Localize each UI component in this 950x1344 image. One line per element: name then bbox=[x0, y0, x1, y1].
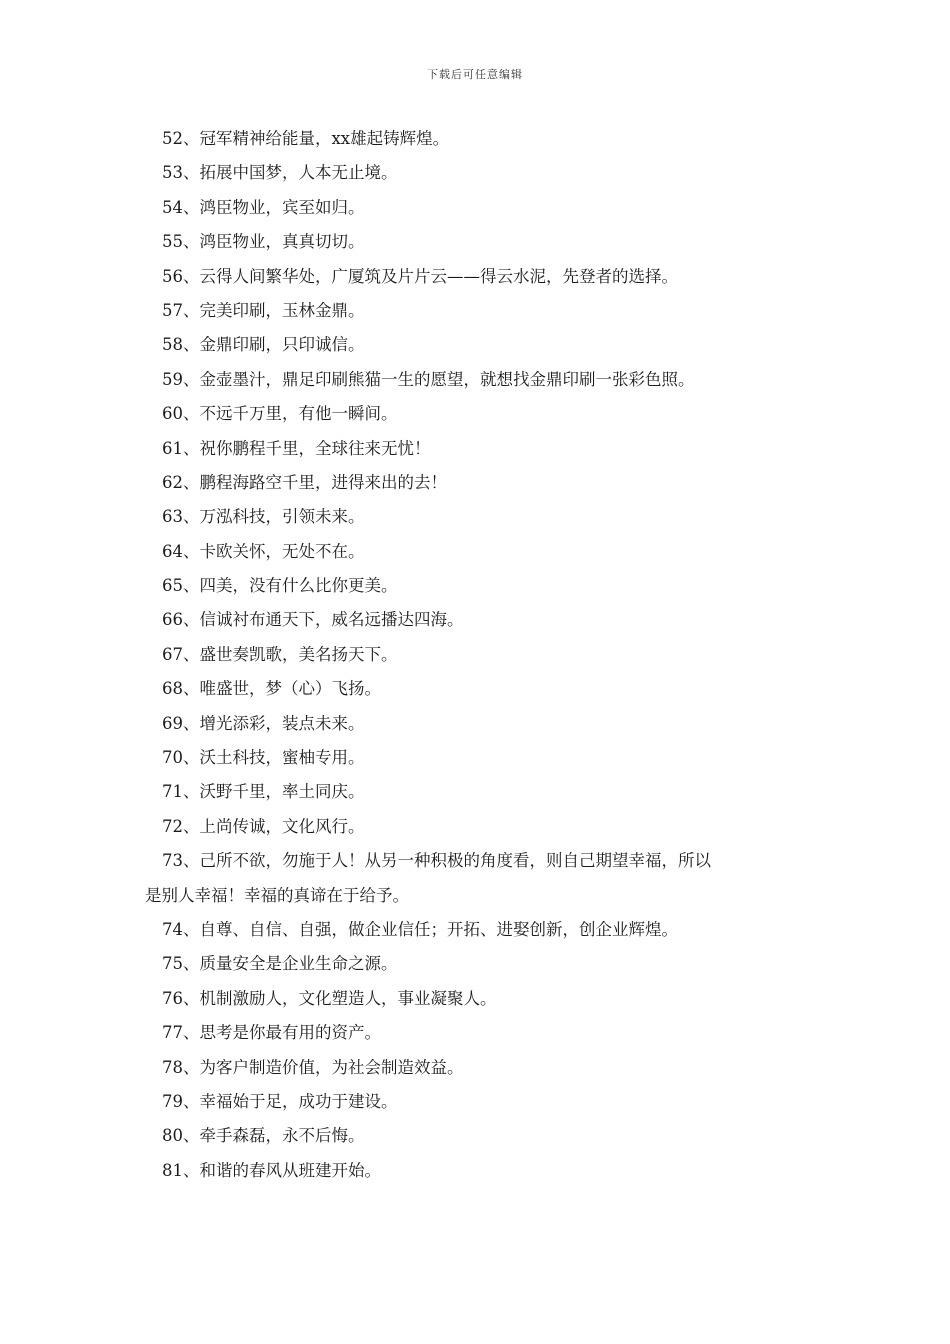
list-item: 52、冠军精神给能量，xx雄起铸辉煌。 bbox=[162, 129, 450, 148]
list-item: 56、云得人间繁华处，广厦筑及片片云——得云水泥，先登者的选择。 bbox=[162, 266, 678, 286]
page-header: 下载后可任意编辑 bbox=[427, 68, 523, 81]
list-item: 71、沃野千里，率土同庆。 bbox=[162, 782, 365, 802]
list-item: 68、唯盛世，梦（心）飞扬。 bbox=[162, 679, 381, 699]
list-item: 79、幸福始于足，成功于建设。 bbox=[162, 1091, 398, 1111]
list-item: 75、质量安全是企业生命之源。 bbox=[162, 954, 398, 974]
list-item: 62、鹏程海路空千里，进得来出的去！ bbox=[162, 472, 447, 492]
slogan-list bbox=[145, 122, 825, 1188]
list-item: 72、上尚传诚，文化风行。 bbox=[162, 816, 365, 836]
list-item: 55、鸿臣物业，真真切切。 bbox=[162, 232, 365, 252]
list-item: 53、拓展中国梦，人本无止境。 bbox=[162, 163, 398, 183]
list-item-continuation: 是别人幸福！幸福的真谛在于给予。 bbox=[145, 885, 409, 905]
list-item: 78、为客户制造价值，为社会制造效益。 bbox=[162, 1057, 464, 1077]
list-item: 54、鸿臣物业，宾至如归。 bbox=[162, 197, 365, 217]
list-item: 80、牵手森磊，永不后悔。 bbox=[162, 1126, 365, 1146]
list-item: 58、金鼎印刷，只印诚信。 bbox=[162, 335, 365, 355]
list-item: 81、和谐的春风从班建开始。 bbox=[162, 1160, 381, 1180]
list-item: 60、不远千万里，有他一瞬间。 bbox=[162, 404, 398, 424]
list-item: 74、自尊、自信、自强，做企业信任；开拓、进娶创新，创企业辉煌。 bbox=[162, 919, 678, 939]
list-item: 70、沃土科技，蜜柚专用。 bbox=[162, 748, 365, 768]
list-item: 66、信诚衬布通天下，威名远播达四海。 bbox=[162, 610, 464, 630]
list-item: 64、卡欧关怀，无处不在。 bbox=[162, 541, 365, 561]
list-item: 61、祝你鹏程千里，全球往来无忧！ bbox=[162, 438, 431, 458]
list-item: 77、思考是你最有用的资产。 bbox=[162, 1023, 381, 1043]
list-item: 63、万泓科技，引领未来。 bbox=[162, 507, 365, 527]
list-item: 67、盛世奏凯歌，美名扬天下。 bbox=[162, 644, 398, 664]
list-item: 69、增光添彩，装点未来。 bbox=[162, 713, 365, 733]
list-item: 65、四美，没有什么比你更美。 bbox=[162, 576, 398, 596]
list-item: 57、完美印刷，玉林金鼎。 bbox=[162, 300, 365, 320]
list-item: 76、机制激励人，文化塑造人，事业凝聚人。 bbox=[162, 988, 497, 1008]
list-item: 59、金壶墨汁，鼎足印刷熊猫一生的愿望，就想找金鼎印刷一张彩色照。 bbox=[162, 369, 695, 389]
list-item: 73、己所不欲，勿施于人！从另一种积极的角度看，则自己期望幸福，所以 bbox=[162, 851, 711, 871]
